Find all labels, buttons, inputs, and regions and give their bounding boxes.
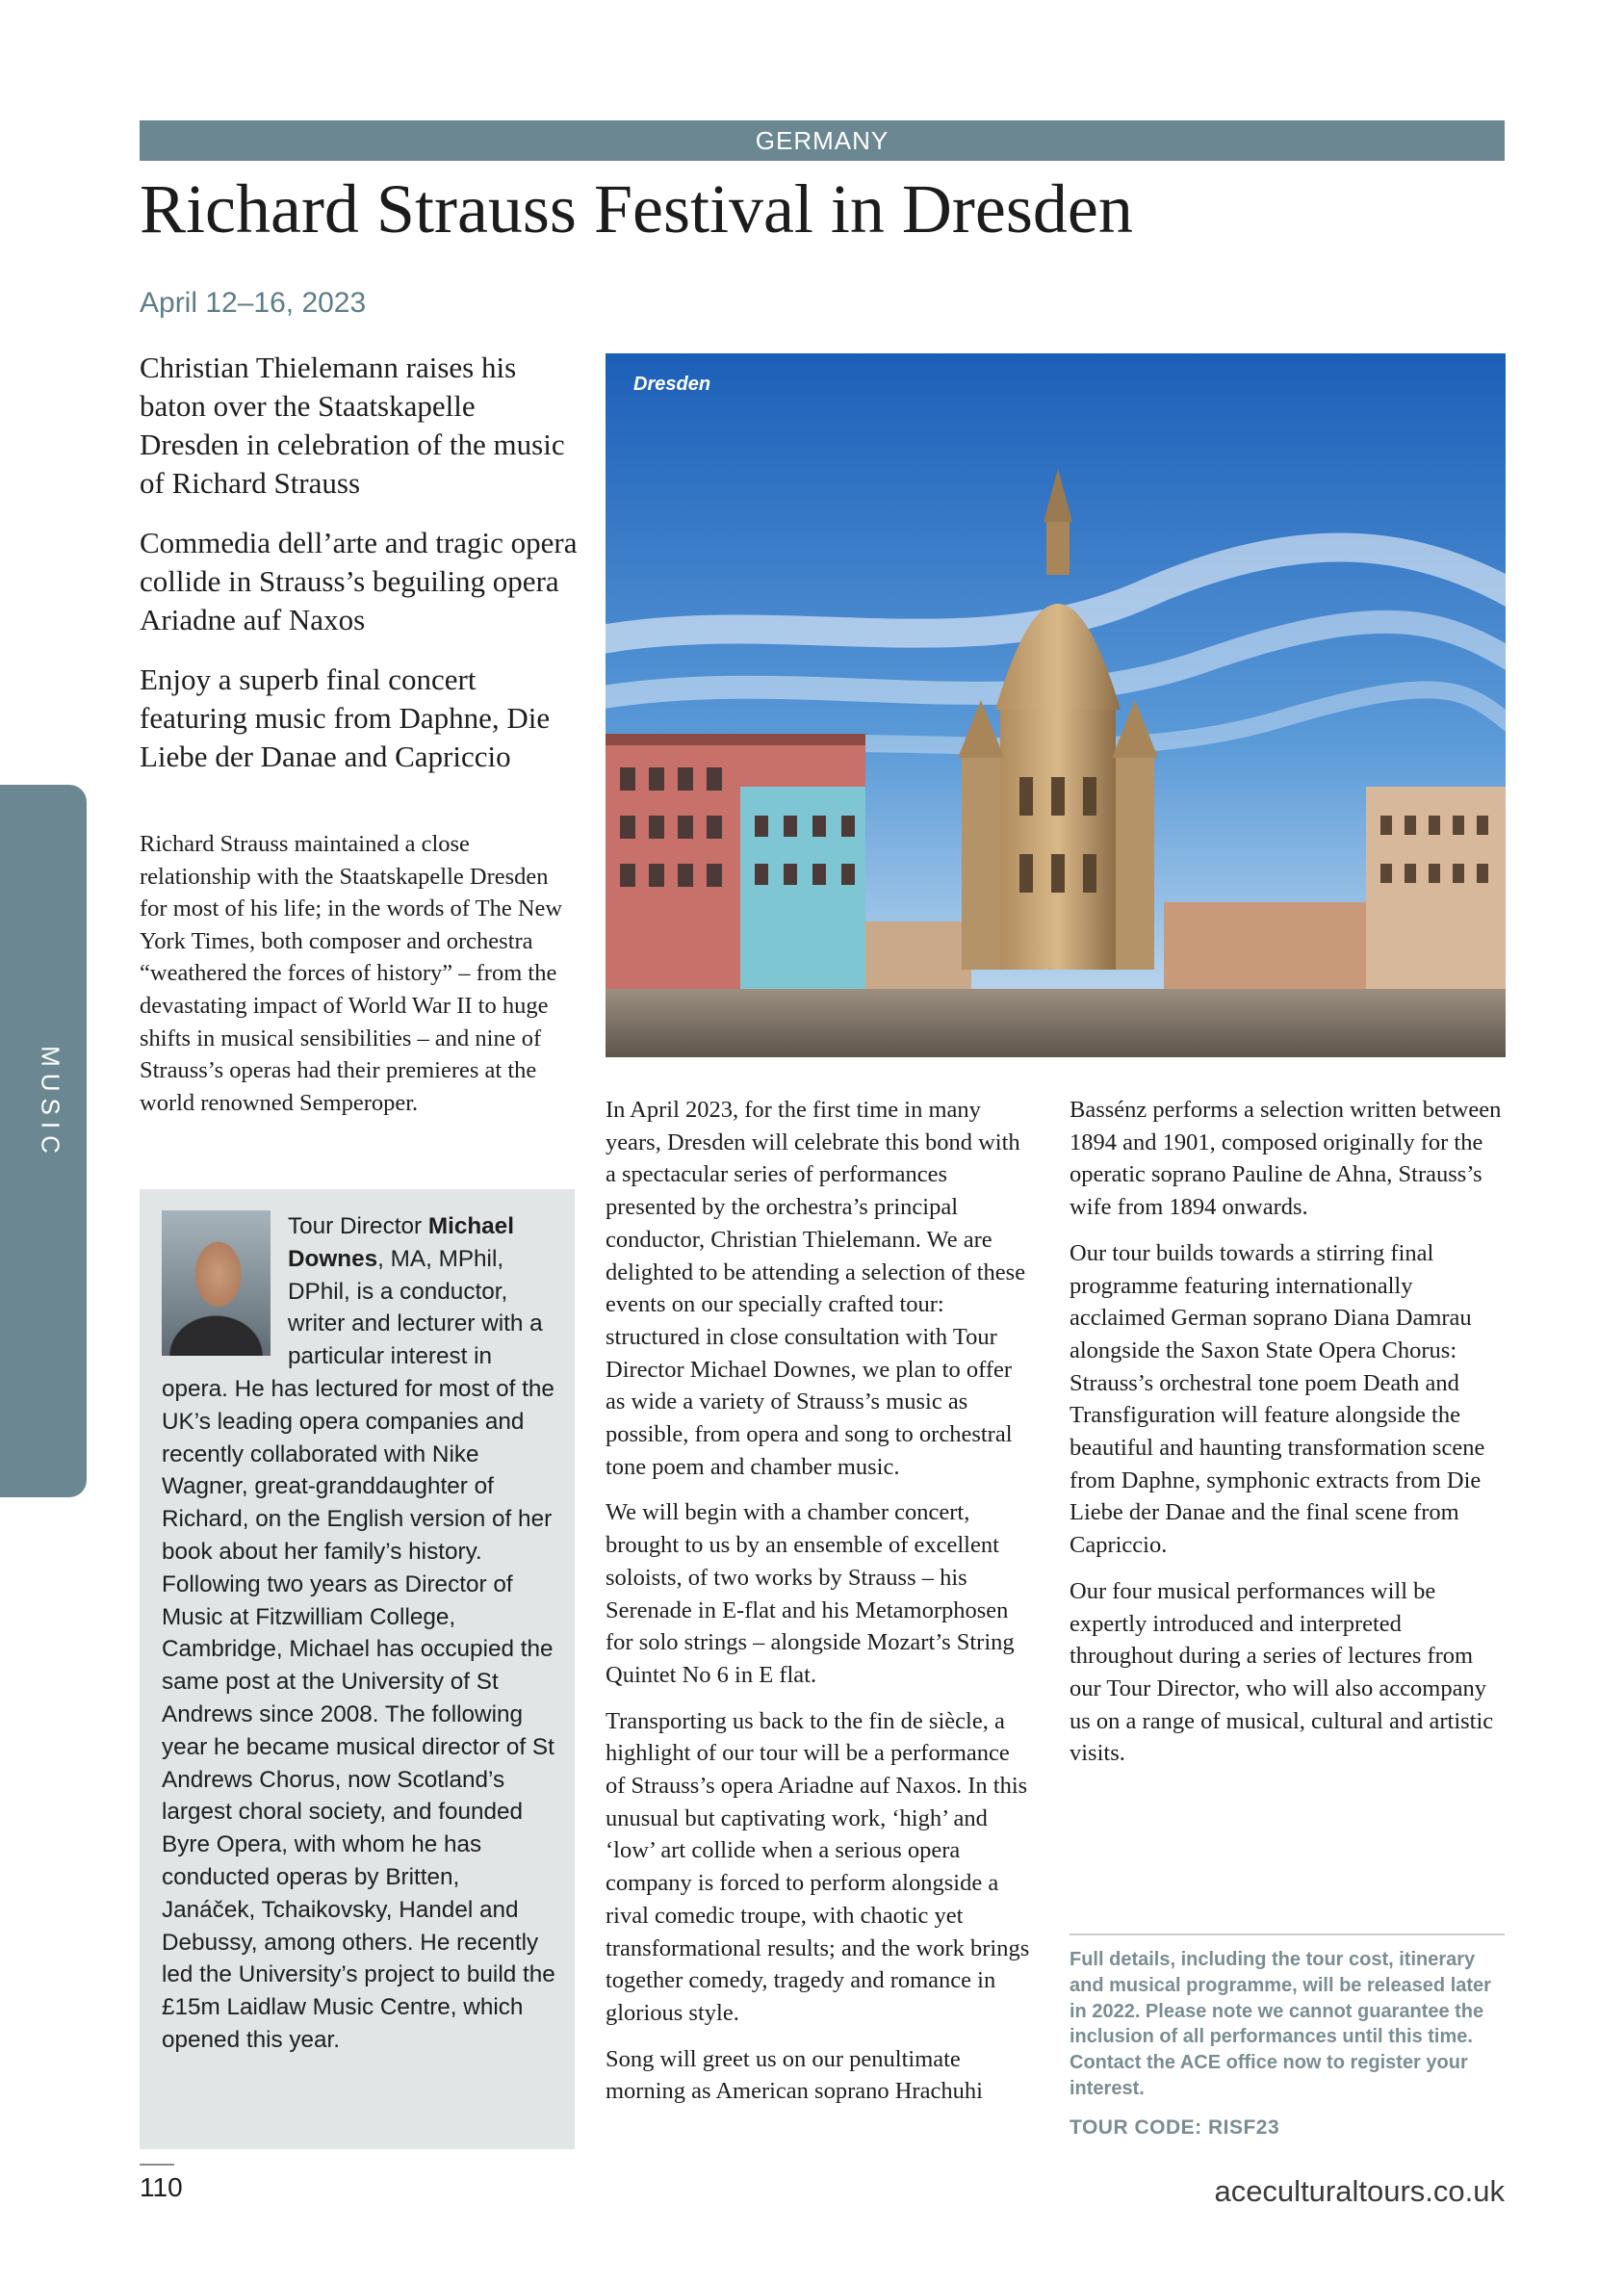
body-paragraph: Bassénz performs a selection written between 1894 and 1901, composed originally for the operatic soprano Pauline de Ahna, Strauss’s wife from 1894 onwards. [1070,1097,1502,1221]
page-title: Richard Strauss Festival in Dresden [140,170,1133,247]
highlights [140,349,578,797]
body-paragraph: Our tour builds towards a stirring final programme featuring internationally acclaimed German soprano Diana Damrau alongside the Saxon State Opera Chorus: Strauss’s orchestral tone poem Death and Transfiguration will feature alongside the beautiful and haunting transformation scene from Daphne, symphonic extracts from Die Liebe der Danae and the final scene from Capriccio. [1070,1239,1485,1559]
body-paragraph: Transporting us back to the fin de siècle, a highlight of our tour will be a performance of Strauss’s opera Ariadne auf Naxos. In this unusual but captivating work, ‘high’ and ‘low’ art collide when a serious opera company is forced to perform alongside a rival comedic troupe, with chaotic yet transformational results; and the work brings together comedy, tragedy and romance in glorious style. [606,1707,1030,2026]
body-column-middle [606,1094,1035,2121]
body-paragraph: Song will greet us on our penultimate morning as American soprano Hrachuhi [606,2045,983,2105]
tour-director-box [140,1189,575,2149]
page-number: 110 [140,2172,183,2202]
director-name: Michael Downes [288,1213,514,1272]
director-bio: , MA, MPhil, DPhil, is a conductor, writer and lecturer with a particular interest in opera. He has lectured for most of the UK’s leading opera companies and recently collaborated with Nike Wagner, great-granddaughter of Richard, on the English version of her book about her family’s history. Following two years as Director of Music at Fitzwilliam College, Cambridge, Michael has occupied the same post at the University of St Andrews since 2008. The following year he became musical director of St Andrews Chorus, now Scotland’s largest choral society, and founded Byre Opera, with whom he has conducted operas by Britten, Janáček, Tchaikovsky, Handel and Debussy, among others. He recently led the University’s project to build the £15m Laidlaw Music Centre, which opened this year. [162,1245,555,2053]
highlight-2: Commedia dell’arte and tragic opera collide in Strauss’s beguiling opera Ariadne auf Naxos [140,526,578,636]
tour-dates: April 12–16, 2023 [140,287,367,319]
details-note: Full details, including the tour cost, itinerary and musical programme, will be released later in 2022. Please note we cannot guarantee the inclusion of all performances until this time. Contact the ACE office now to register your interest. [1070,1949,1491,2099]
dresden-photo [606,353,1506,1057]
section-tab-label: MUSIC [36,1046,65,1160]
body-paragraph: In April 2023, for the first time in many years, Dresden will celebrate this bond with a spectacular series of performances presented by the orchestra’s principal conductor, Christian Thielemann. We are delighted to be attending a selection of these events on our specially crafted tour: structured in close consultation with Tour Director Michael Downes, we plan to offer as wide a variety of Strauss’s music as possible, from opera and song to orchestral tone poem and chamber music. [606,1097,1026,1480]
tour-code: TOUR CODE: RISF23 [1070,2116,1280,2139]
director-portrait [162,1210,271,1356]
director-prefix: Tour Director [288,1213,428,1239]
photo-caption: Dresden [633,374,711,395]
body-paragraph: Our four musical performances will be expertly introduced and interpreted throughout during a series of lectures from our Tour Director, who will also accompany us on a range of musical, cultural and artistic visits. [1070,1577,1494,1767]
dresden-photo-illustration [606,353,1506,1057]
page-number-rule [140,2164,174,2166]
region-banner: GERMANY [140,120,1505,161]
note-divider [1070,1934,1505,1935]
highlight-3: Enjoy a superb final concert featuring music from Daphne, Die Liebe der Danae and Capriccio [140,662,551,773]
highlight-1: Christian Thielemann raises his baton over the Staatskapelle Dresden in celebration of the music of Richard Strauss [140,350,565,500]
intro-paragraph: Richard Strauss maintained a close relationship with the Staatskapelle Dresden for most of his life; in the words of The New York Times, both composer and orchestra “weathered the forces of history” – from the devastating impact of World War II to huge shifts in musical sensibilities – and nine of Strauss’s operas had their premieres at the world renowned Semperoper. [140,831,563,1116]
body-column-right [1070,1094,1505,1783]
body-paragraph: We will begin with a chamber concert, brought to us by an ensemble of excellent soloists, of two works by Strauss – his Serenade in E-flat and his Metamorphosen for solo strings – alongside Mozart’s String Quintet No 6 in E flat. [606,1499,1015,1688]
website-url: aceculturaltours.co.uk [1214,2174,1505,2208]
